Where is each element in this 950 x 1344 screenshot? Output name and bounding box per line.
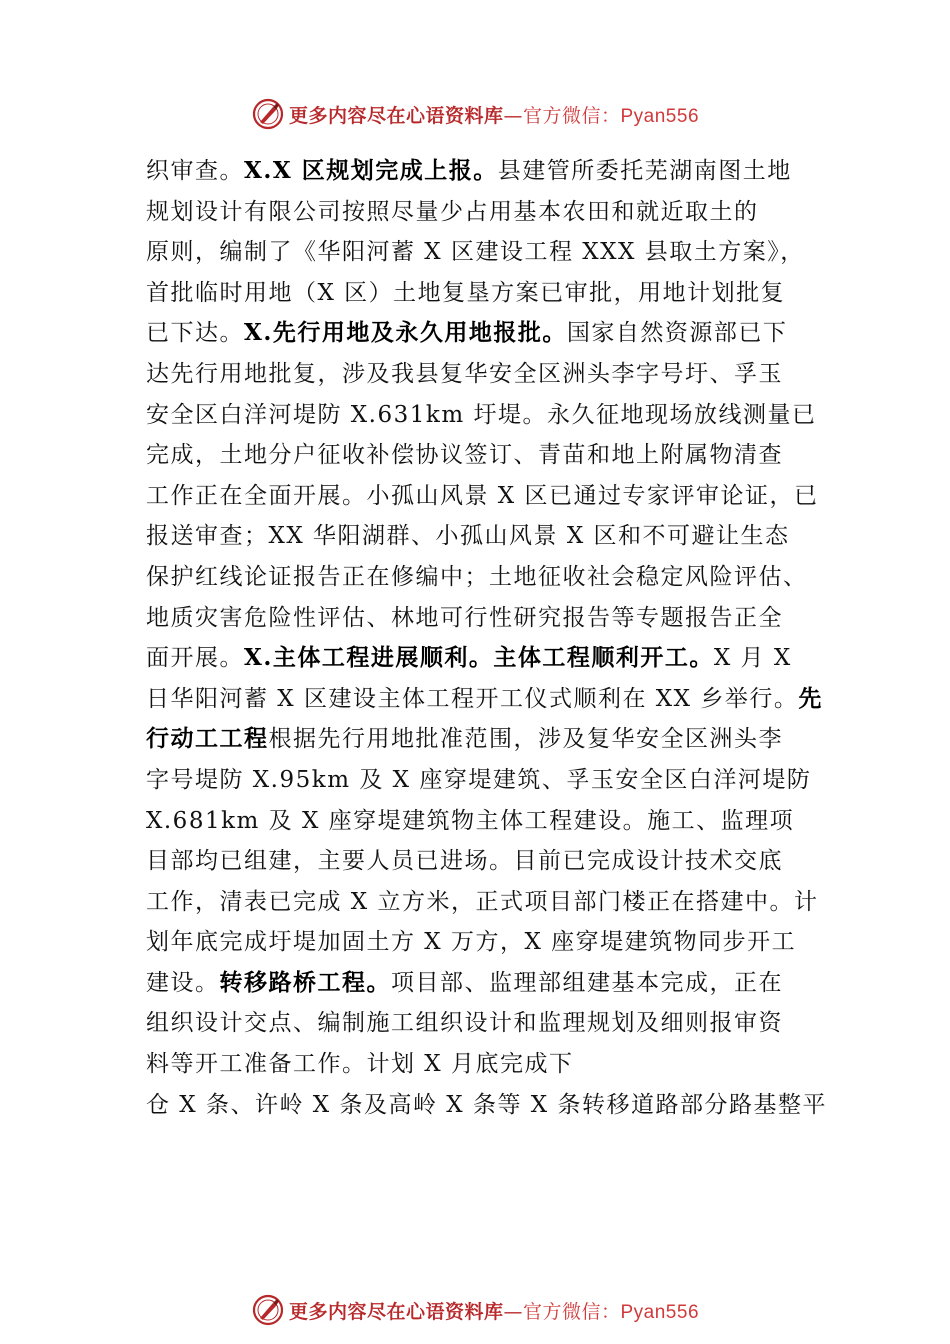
body-text: 织审查。: [146, 158, 244, 184]
text-line: [146, 476, 846, 517]
body-text: 面开展。: [146, 645, 244, 672]
bold-heading-text: 转移路桥工程。: [219, 968, 391, 996]
footer-brand: 更多内容尽在心语资料库: [288, 1300, 504, 1323]
text-line: [146, 557, 846, 598]
footer-banner-text: [289, 1297, 699, 1324]
bold-heading-text: X.主体工程进展顺利。主体工程顺利开工。: [244, 644, 714, 672]
text-line: [146, 882, 846, 923]
body-text: 仓 X 条、许岭 X 条及高岭 X 条等 X 条转移道路部分路基整平: [146, 1091, 827, 1118]
document-body: [146, 151, 846, 1125]
footer-separator: —: [503, 1300, 523, 1323]
body-text: 报送审查；XX 华阳湖群、小孤山风景 X 区和不可避让生态: [146, 523, 790, 550]
body-text: 规划设计有限公司按照尽量少占用基本农田和就近取土的: [146, 198, 759, 225]
bold-heading-text: 行动工工程: [146, 725, 269, 753]
text-line: [146, 435, 846, 476]
body-text: 字号堤防 X.95km 及 X 座穿堤建筑、孚玉安全区白洋河堤防: [146, 766, 812, 793]
body-text: 日华阳河蓄 X 区建设主体工程开工仪式顺利在 XX 乡举行。: [146, 685, 799, 712]
body-text: 完成，土地分户征收补偿协议签订、青苗和地上附属物清查: [146, 442, 783, 469]
header-banner-text: [289, 101, 699, 128]
footer-wechat-label: 官方微信：: [522, 1300, 621, 1323]
body-text: 工作正在全面开展。小孤山风景 X 区已通过专家评审论证，已: [146, 482, 819, 509]
body-text: 安全区白洋河堤防 X.631km 圩堤。永久征地现场放线测量已: [146, 401, 817, 428]
text-line: [146, 1085, 846, 1126]
text-line: [146, 679, 846, 720]
text-line: [146, 1003, 846, 1044]
body-text: 目部均已组建，主要人员已进场。目前已完成设计技术交底: [146, 848, 783, 875]
body-text: 地质灾害危险性评估、林地可行性研究报告等专题报告正全: [146, 604, 783, 631]
text-line: [146, 192, 846, 233]
text-line: [146, 313, 846, 354]
body-text: 划年底完成圩堤加固土方 X 万方，X 座穿堤建筑物同步开工: [146, 929, 797, 956]
header-brand: 更多内容尽在心语资料库: [288, 104, 504, 127]
body-text: X.681km 及 X 座穿堤建筑物主体工程建设。施工、监理项: [146, 807, 795, 834]
footer-banner: [0, 1290, 950, 1330]
bold-heading-text: 先: [798, 684, 823, 712]
text-line: [146, 273, 846, 314]
bold-heading-text: X.先行用地及永久用地报批。: [244, 319, 567, 347]
body-text: 项目部、监理部组建基本完成，正在: [391, 969, 783, 996]
text-line: [146, 719, 846, 760]
text-line: [146, 598, 846, 639]
body-text: 国家自然资源部已下: [566, 320, 788, 347]
pen-seal-icon: [251, 97, 285, 131]
pen-seal-icon: [251, 1293, 285, 1327]
header-separator: —: [503, 104, 523, 127]
body-text: 首批临时用地（X 区）土地复垦方案已审批，用地计划批复: [146, 279, 786, 306]
bold-heading-text: X.X 区规划完成上报。: [244, 157, 498, 184]
text-line: [146, 232, 846, 273]
body-text: 县建管所委托芜湖南图土地: [497, 158, 792, 184]
body-text: 根据先行用地批准范围，涉及复华安全区洲头李: [268, 726, 783, 753]
text-line: [146, 963, 846, 1004]
body-text: 组织设计交点、编制施工组织设计和监理规划及细则报审资: [146, 1010, 783, 1037]
text-line: [146, 760, 846, 801]
header-banner: [0, 94, 950, 134]
text-line: [146, 841, 846, 882]
text-line: [146, 151, 846, 192]
text-line: [146, 516, 846, 557]
body-text: 建设。: [146, 969, 220, 996]
text-line: [146, 1044, 846, 1085]
text-line: [146, 354, 846, 395]
text-line: [146, 395, 846, 436]
body-text: X 月 X: [713, 645, 792, 672]
text-line: [146, 922, 846, 963]
header-wechat-label: 官方微信：: [522, 104, 621, 127]
body-text: 原则，编制了《华阳河蓄 X 区建设工程 XXX 县取土方案》，: [146, 239, 805, 266]
footer-wechat-id: Pyan556: [620, 1301, 700, 1323]
body-text: 工作，清表已完成 X 立方米，正式项目部门楼正在搭建中。计: [146, 888, 819, 915]
body-text: 保护红线论证报告正在修编中；土地征收社会稳定风险评估、: [146, 563, 808, 590]
text-line: [146, 638, 846, 679]
body-text: 料等开工准备工作。计划 X 月底完成下: [146, 1051, 574, 1078]
body-text: 达先行用地批复，涉及我县复华安全区洲头李字号圩、孚玉: [146, 360, 783, 387]
text-line: [146, 801, 846, 842]
header-wechat-id: Pyan556: [620, 105, 700, 127]
body-text: 已下达。: [146, 320, 244, 347]
